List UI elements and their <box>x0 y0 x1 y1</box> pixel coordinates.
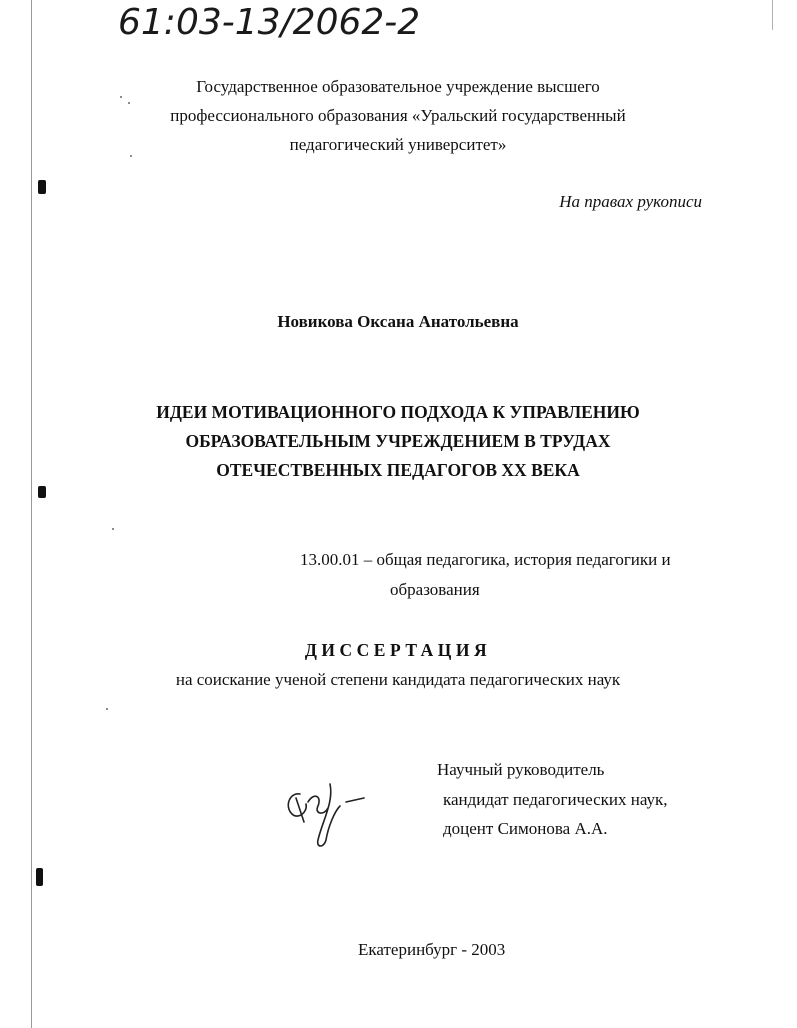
scan-mark <box>38 180 46 194</box>
dissertation-label: ДИССЕРТАЦИЯ <box>304 640 492 660</box>
scan-speck <box>106 708 108 710</box>
scan-speck <box>120 96 122 98</box>
supervisor-signature <box>278 762 378 852</box>
institution-line: профессионального образования «Уральский государственный <box>170 106 626 125</box>
city-year: Екатеринбург - 2003 <box>358 940 506 959</box>
scan-mark <box>36 868 43 886</box>
scan-left-edge <box>31 0 32 1028</box>
title-line: ИДЕИ МОТИВАЦИОННОГО ПОДХОДА К УПРАВЛЕНИЮ <box>156 402 640 422</box>
scan-speck <box>112 528 114 530</box>
degree-text: на соискание ученой степени кандидата педагогических наук <box>175 670 621 689</box>
supervisor-name: доцент Симонова А.А. <box>443 819 608 838</box>
dissertation-title <box>120 398 676 485</box>
institution-line: Государственное образовательное учреждение высшего <box>196 77 600 96</box>
scan-right-edge <box>772 0 773 30</box>
institution-header <box>130 72 666 159</box>
institution-line: педагогический университет» <box>289 135 507 154</box>
title-line: ОТЕЧЕСТВЕННЫХ ПЕДАГОГОВ XX ВЕКА <box>216 460 580 480</box>
archive-code-handwritten <box>118 0 538 40</box>
svg-text:61:03-13/2062-2: 61:03-13/2062-2 <box>118 2 421 40</box>
manuscript-note: На правах рукописи <box>559 192 702 211</box>
specialty-code-line: 13.00.01 – общая педагогика, история педагогики и <box>300 550 671 569</box>
supervisor-role: Научный руководитель <box>437 760 605 779</box>
author-name: Новикова Оксана Анатольевна <box>277 312 519 331</box>
supervisor-degree: кандидат педагогических наук, <box>443 790 668 809</box>
title-line: ОБРАЗОВАТЕЛЬНЫМ УЧРЕЖДЕНИЕМ В ТРУДАХ <box>185 431 611 451</box>
scan-mark <box>38 486 46 498</box>
specialty-continuation: образования <box>390 580 480 599</box>
